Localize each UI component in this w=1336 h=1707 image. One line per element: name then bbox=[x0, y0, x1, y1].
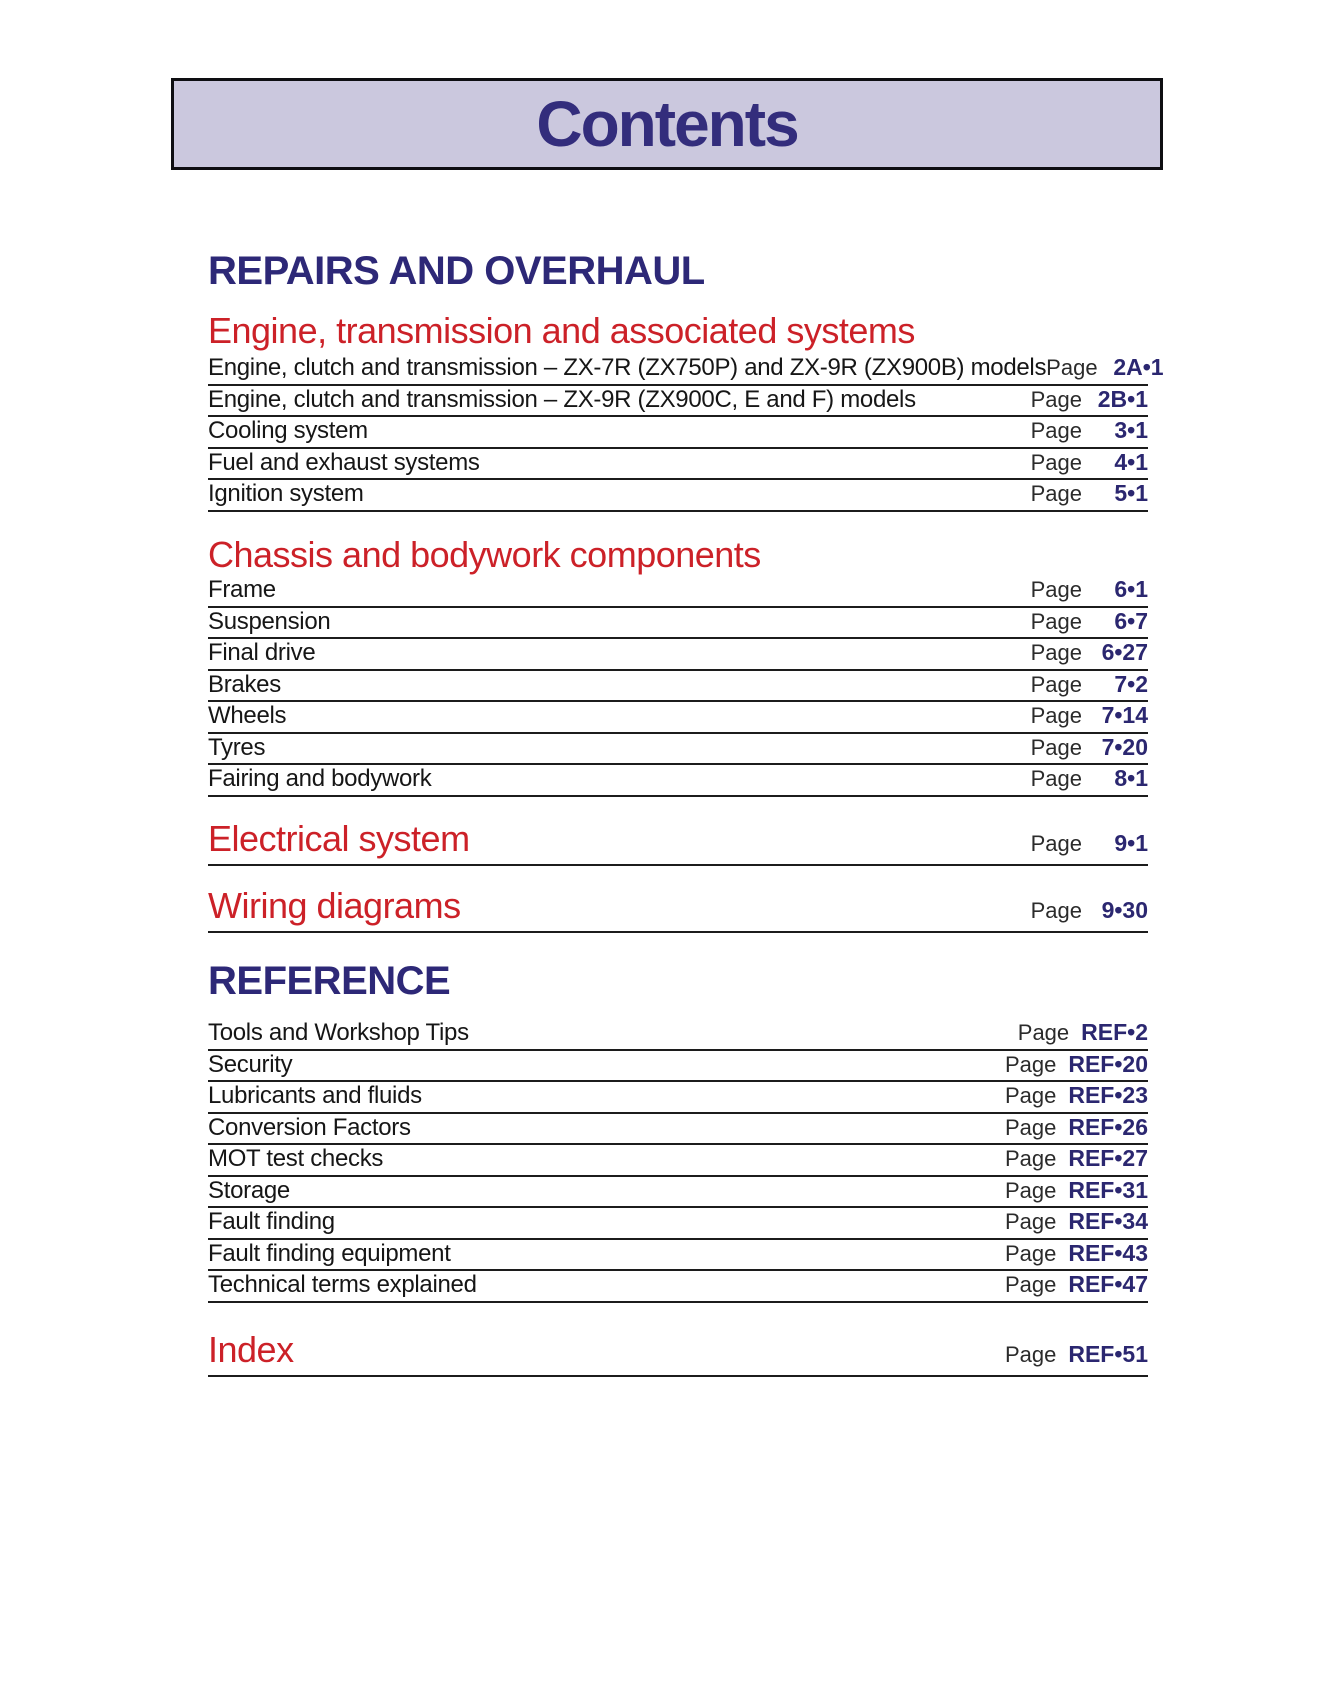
page-word: Page bbox=[1030, 766, 1082, 791]
toc-item-label: Fault finding bbox=[208, 1208, 335, 1235]
page-number: 7•2 bbox=[1114, 670, 1148, 697]
page-word: Page bbox=[1030, 608, 1082, 634]
toc-row-electrical bbox=[208, 818, 1148, 866]
toc-row bbox=[208, 608, 1148, 640]
reference-items-group bbox=[208, 1019, 1148, 1303]
toc-row bbox=[208, 1271, 1148, 1303]
page-word: Page bbox=[1030, 671, 1082, 697]
toc-row bbox=[208, 480, 1148, 512]
page-word: Page bbox=[1030, 898, 1082, 923]
toc-item-label: Fairing and bodywork bbox=[208, 765, 432, 792]
toc-row bbox=[208, 639, 1148, 671]
section-heading-reference: REFERENCE bbox=[208, 959, 451, 1003]
page-number: 6•27 bbox=[1101, 639, 1148, 665]
page-number: 3•1 bbox=[1114, 417, 1148, 443]
toc-row bbox=[208, 1019, 1148, 1051]
page-word: Page bbox=[1030, 449, 1082, 475]
engine-items-group bbox=[208, 354, 1164, 512]
page-word: Page bbox=[1017, 1020, 1070, 1045]
page-word: Page bbox=[1030, 481, 1082, 506]
contents-header-box bbox=[171, 78, 1163, 170]
toc-row bbox=[208, 576, 1148, 608]
page-number: REF•51 bbox=[1068, 1341, 1148, 1367]
toc-row-wiring bbox=[208, 885, 1148, 933]
toc-row bbox=[208, 417, 1148, 449]
toc-item-label: Cooling system bbox=[208, 417, 368, 444]
toc-item-label: Final drive bbox=[208, 639, 316, 666]
toc-item-label: Lubricants and fluids bbox=[208, 1082, 422, 1109]
toc-row bbox=[208, 702, 1148, 734]
subsection-heading-index: Index bbox=[208, 1329, 294, 1370]
page-word: Page bbox=[1004, 1177, 1057, 1203]
page-word: Page bbox=[1004, 1240, 1057, 1266]
toc-row-index bbox=[208, 1329, 1148, 1377]
page-number: 6•7 bbox=[1114, 607, 1148, 634]
toc-item-label: Engine, clutch and transmission – ZX-9R (ZX900C, E and F) models bbox=[208, 385, 916, 413]
page-word: Page bbox=[1030, 418, 1082, 443]
section-heading-repairs: REPAIRS AND OVERHAUL bbox=[208, 249, 705, 293]
page-number: 8•1 bbox=[1114, 765, 1148, 791]
toc-row bbox=[208, 1145, 1148, 1177]
toc-row bbox=[208, 1177, 1148, 1209]
toc-item-label: Frame bbox=[208, 576, 276, 603]
page-number: REF•20 bbox=[1068, 1050, 1148, 1077]
toc-item-label: Ignition system bbox=[208, 480, 364, 507]
page-number: 7•14 bbox=[1101, 702, 1148, 728]
toc-item-label: Suspension bbox=[208, 607, 331, 635]
toc-item-label: MOT test checks bbox=[208, 1145, 384, 1172]
page-word: Page bbox=[1030, 734, 1082, 760]
subsection-heading-engine: Engine, transmission and associated systems bbox=[208, 310, 915, 351]
subsection-heading-chassis: Chassis and bodywork components bbox=[208, 534, 761, 575]
subsection-heading-wiring: Wiring diagrams bbox=[208, 885, 461, 926]
toc-row bbox=[208, 449, 1148, 481]
page-word: Page bbox=[1030, 831, 1082, 856]
page-number: REF•43 bbox=[1068, 1239, 1148, 1266]
page-word: Page bbox=[1046, 355, 1098, 380]
toc-item-label: Fault finding equipment bbox=[208, 1239, 451, 1267]
toc-item-label: Storage bbox=[208, 1176, 290, 1204]
page-word: Page bbox=[1004, 1083, 1057, 1108]
page-number: 9•30 bbox=[1101, 897, 1148, 923]
toc-item-label: Technical terms explained bbox=[208, 1271, 477, 1298]
toc-item-label: Brakes bbox=[208, 670, 281, 698]
toc-item-label: Fuel and exhaust systems bbox=[208, 448, 480, 476]
chassis-items-group bbox=[208, 576, 1148, 797]
page-number: REF•34 bbox=[1068, 1208, 1148, 1234]
page-title: Contents bbox=[536, 88, 798, 160]
page-number: REF•27 bbox=[1068, 1145, 1148, 1171]
toc-row bbox=[208, 1208, 1148, 1240]
toc-item-label: Conversion Factors bbox=[208, 1113, 411, 1141]
toc-row bbox=[208, 386, 1148, 418]
page-number: REF•26 bbox=[1068, 1113, 1148, 1140]
page-number: 2B•1 bbox=[1097, 385, 1148, 412]
page-number: 2A•1 bbox=[1113, 354, 1164, 380]
toc-row bbox=[208, 671, 1148, 703]
page-word: Page bbox=[1004, 1146, 1057, 1171]
page-word: Page bbox=[1004, 1209, 1057, 1234]
toc-item-label: Engine, clutch and transmission – ZX-7R (ZX750P) and ZX-9R (ZX900B) models bbox=[208, 354, 1047, 381]
toc-item-label: Tyres bbox=[208, 733, 266, 761]
toc-row bbox=[208, 765, 1148, 797]
page-word: Page bbox=[1030, 703, 1082, 728]
page-number: 7•20 bbox=[1101, 733, 1148, 760]
toc-row bbox=[208, 1240, 1148, 1272]
page-number: REF•23 bbox=[1068, 1082, 1148, 1108]
toc-row bbox=[208, 1051, 1148, 1083]
page-word: Page bbox=[1004, 1114, 1057, 1140]
toc-row bbox=[208, 1082, 1148, 1114]
page-number: 6•1 bbox=[1114, 576, 1148, 602]
page-word: Page bbox=[1004, 1342, 1057, 1367]
page-number: REF•2 bbox=[1081, 1019, 1148, 1045]
toc-row bbox=[208, 1114, 1148, 1146]
page-word: Page bbox=[1030, 640, 1082, 665]
page-number: REF•47 bbox=[1068, 1271, 1148, 1297]
page-number: 9•1 bbox=[1114, 830, 1148, 856]
page-word: Page bbox=[1004, 1272, 1057, 1297]
toc-item-label: Security bbox=[208, 1050, 293, 1078]
page-word: Page bbox=[1004, 1051, 1057, 1077]
page-number: REF•31 bbox=[1068, 1176, 1148, 1203]
page-number: 4•1 bbox=[1114, 448, 1148, 475]
toc-row bbox=[208, 734, 1148, 766]
page-word: Page bbox=[1030, 386, 1082, 412]
page-number: 5•1 bbox=[1114, 480, 1148, 506]
toc-item-label: Tools and Workshop Tips bbox=[208, 1019, 469, 1046]
subsection-heading-electrical: Electrical system bbox=[208, 818, 470, 859]
page-word: Page bbox=[1030, 577, 1082, 602]
toc-row bbox=[208, 354, 1164, 386]
toc-item-label: Wheels bbox=[208, 702, 287, 729]
